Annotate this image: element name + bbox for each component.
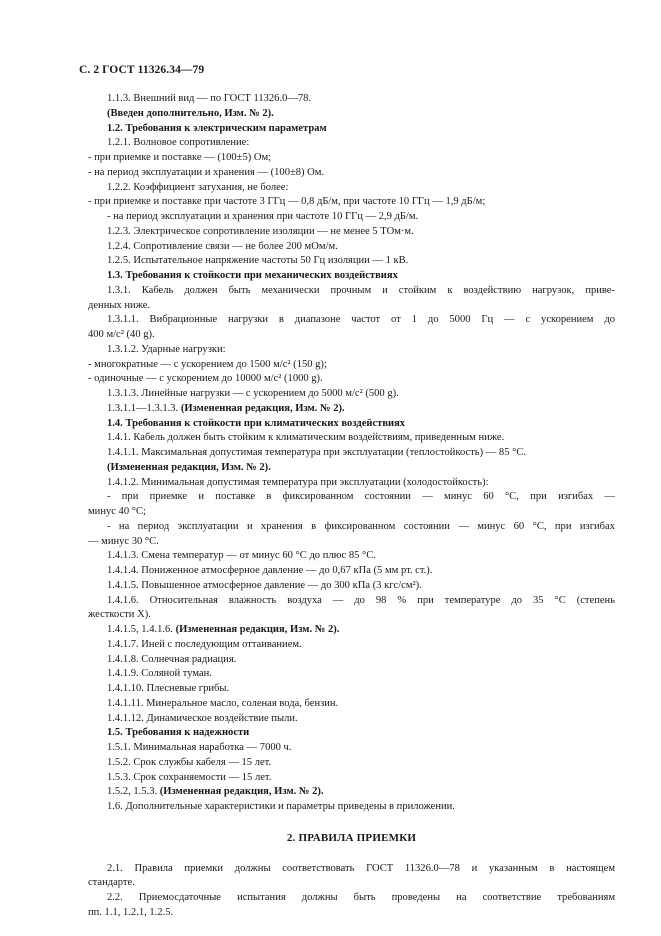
amendment-note: (Измененная редакция, Изм. № 2). — [175, 624, 340, 635]
text-line: 1.4.1.4. Пониженное атмосферное давление — до 0,67 кПа (5 мм рт. ст.). — [107, 565, 433, 576]
clause-ref: 1.5.2, 1.5.3. — [107, 786, 160, 798]
text-line: - многократные — с ускорением до 1500 м/с² (150 g); — [88, 358, 327, 370]
text-line: - одиночные — с ускорением до 10000 м/с² (1000 g). — [88, 373, 323, 385]
text-line: 1.2.2. Коэффициент затухания, не более: — [107, 181, 289, 193]
text-line: - на период эксплуатации и хранения — (100±8) Ом. — [88, 166, 325, 178]
text-line: 2.2. Приемосдаточные испытания должны быть проведены на соответствие требованиям — [107, 892, 615, 903]
text-line: 1.4. Требования к стойкости при климатических воздействиях — [107, 417, 406, 429]
text-line: 1.6. Дополнительные характеристики и параметры приведены в приложении. — [107, 801, 455, 812]
text-line: (Введен дополнительно, Изм. № 2). — [107, 107, 274, 119]
text-line: - при приемке и поставке при частоте 3 ГГц — 0,8 дБ/м, при частоте 10 ГГц — 1,9 дБ/м; — [88, 196, 486, 208]
text-line: 1.4.1.9. Соляной туман. — [107, 668, 212, 680]
text-line: - при приемке и поставке в фиксированном состоянии — минус 60 °С, при изгибах — — [107, 491, 615, 503]
text-line: 1.2. Требования к электрическим параметрам — [107, 122, 327, 134]
section-1-lines — [88, 92, 615, 815]
text-line: 1.4.1.2. Минимальная допустимая температура при эксплуатации (холодостойкость): — [107, 476, 489, 488]
text-line: - на период эксплуатации и хранения в фиксированном состоянии — минус 60 °С, при изгибах — [107, 520, 615, 532]
text-line: 1.4.1. Кабель должен быть стойким к климатическим воздействиям, приведенным ниже. — [107, 432, 505, 444]
text-line: - при приемке и поставке — (100±5) Ом; — [88, 152, 272, 163]
text-line: 1.3. Требования к стойкости при механических воздействиях — [107, 270, 398, 281]
text-line: стандарте. — [88, 877, 135, 889]
text-line: 1.4.1.7. Иней с последующим оттаиванием. — [107, 638, 302, 650]
text-line: 1.4.1.6. Относительная влажность воздуха — до 98 % при температуре до 35 °С (степень — [107, 594, 615, 606]
text-line: пп. 1.1, 1.2.1, 1.2.5. — [88, 906, 174, 918]
text-line — [88, 785, 615, 800]
amendment-note: (Измененная редакция, Изм. № 2). — [180, 402, 345, 414]
text-line: 2.1. Правила приемки должны соответствовать ГОСТ 11326.0—78 и указанным в настоящем — [107, 862, 615, 874]
text-line: 1.4.1.11. Минеральное масло, соленая вода, бензин. — [107, 697, 339, 709]
section-2-lines — [88, 862, 615, 921]
section-2-heading: 2. ПРАВИЛА ПРИЕМКИ — [286, 831, 417, 844]
text-line — [88, 402, 615, 417]
text-line: 1.5. Требования к надежности — [107, 727, 250, 739]
text-line: денных ниже. — [88, 299, 151, 311]
text-line: (Измененная редакция, Изм. № 2). — [107, 461, 271, 473]
text-line: 1.5.1. Минимальная наработка — 7000 ч. — [107, 742, 292, 753]
text-line: 1.4.1.10. Плесневые грибы. — [107, 683, 230, 694]
text-line: 1.4.1.12. Динамическое воздействие пыли. — [107, 712, 298, 724]
text-line: 1.3.1. Кабель должен быть механически прочным и стойким к воздействию нагрузок, приве- — [107, 284, 615, 296]
text-line: 1.3.1.2. Ударные нагрузки: — [107, 343, 226, 355]
text-line: 1.5.3. Срок сохраняемости — 15 лет. — [107, 771, 272, 783]
text-line: 1.2.3. Электрическое сопротивление изоляции — не менее 5 ТОм·м. — [107, 225, 414, 237]
text-line: 1.2.5. Испытательное напряжение частоты 50 Гц изоляции — 1 кВ. — [107, 255, 409, 267]
text-line: 1.2.1. Волновое сопротивление: — [107, 137, 250, 149]
amendment-note: (Измененная редакция, Изм. № 2). — [159, 786, 324, 798]
text-line: минус 40 °С; — [88, 506, 146, 517]
text-line: 1.2.4. Сопротивление связи — не более 200 мОм/м. — [107, 240, 338, 252]
text-line: 1.3.1.3. Линейные нагрузки — с ускорением до 5000 м/с² (500 g). — [107, 388, 399, 399]
clause-ref: 1.4.1.5, 1.4.1.6. — [107, 624, 176, 635]
text-line: 1.4.1.3. Смена температур — от минус 60 °С до плюс 85 °С. — [107, 550, 376, 562]
text-line: 1.1.3. Внешний вид — по ГОСТ 11326.0—78. — [107, 93, 312, 104]
text-line: жесткости Х). — [88, 609, 151, 621]
body-text — [88, 92, 615, 921]
text-line: 1.4.1.5. Повышенное атмосферное давление — до 300 кПа (3 кгс/см²). — [107, 579, 422, 591]
text-line: 400 м/с² (40 g). — [88, 329, 155, 340]
text-line: - на период эксплуатации и хранения при частоте 10 ГГц — 2,9 дБ/м. — [107, 211, 419, 222]
text-line: 1.4.1.8. Солнечная радиация. — [107, 653, 237, 665]
text-line: 1.4.1.1. Максимальная допустимая температура при эксплуатации (теплостойкость) — 85 °С. — [107, 447, 527, 458]
text-line — [88, 623, 615, 638]
clause-ref: 1.3.1.1—1.3.1.3. — [107, 402, 181, 414]
text-line: — минус 30 °С. — [88, 535, 159, 547]
running-head: С. 2 ГОСТ 11326.34—79 — [79, 64, 205, 76]
text-line: 1.5.2. Срок службы кабеля — 15 лет. — [107, 756, 272, 768]
text-line: 1.3.1.1. Вибрационные нагрузки в диапазоне частот от 1 до 5000 Гц — с ускорением до — [107, 314, 615, 326]
